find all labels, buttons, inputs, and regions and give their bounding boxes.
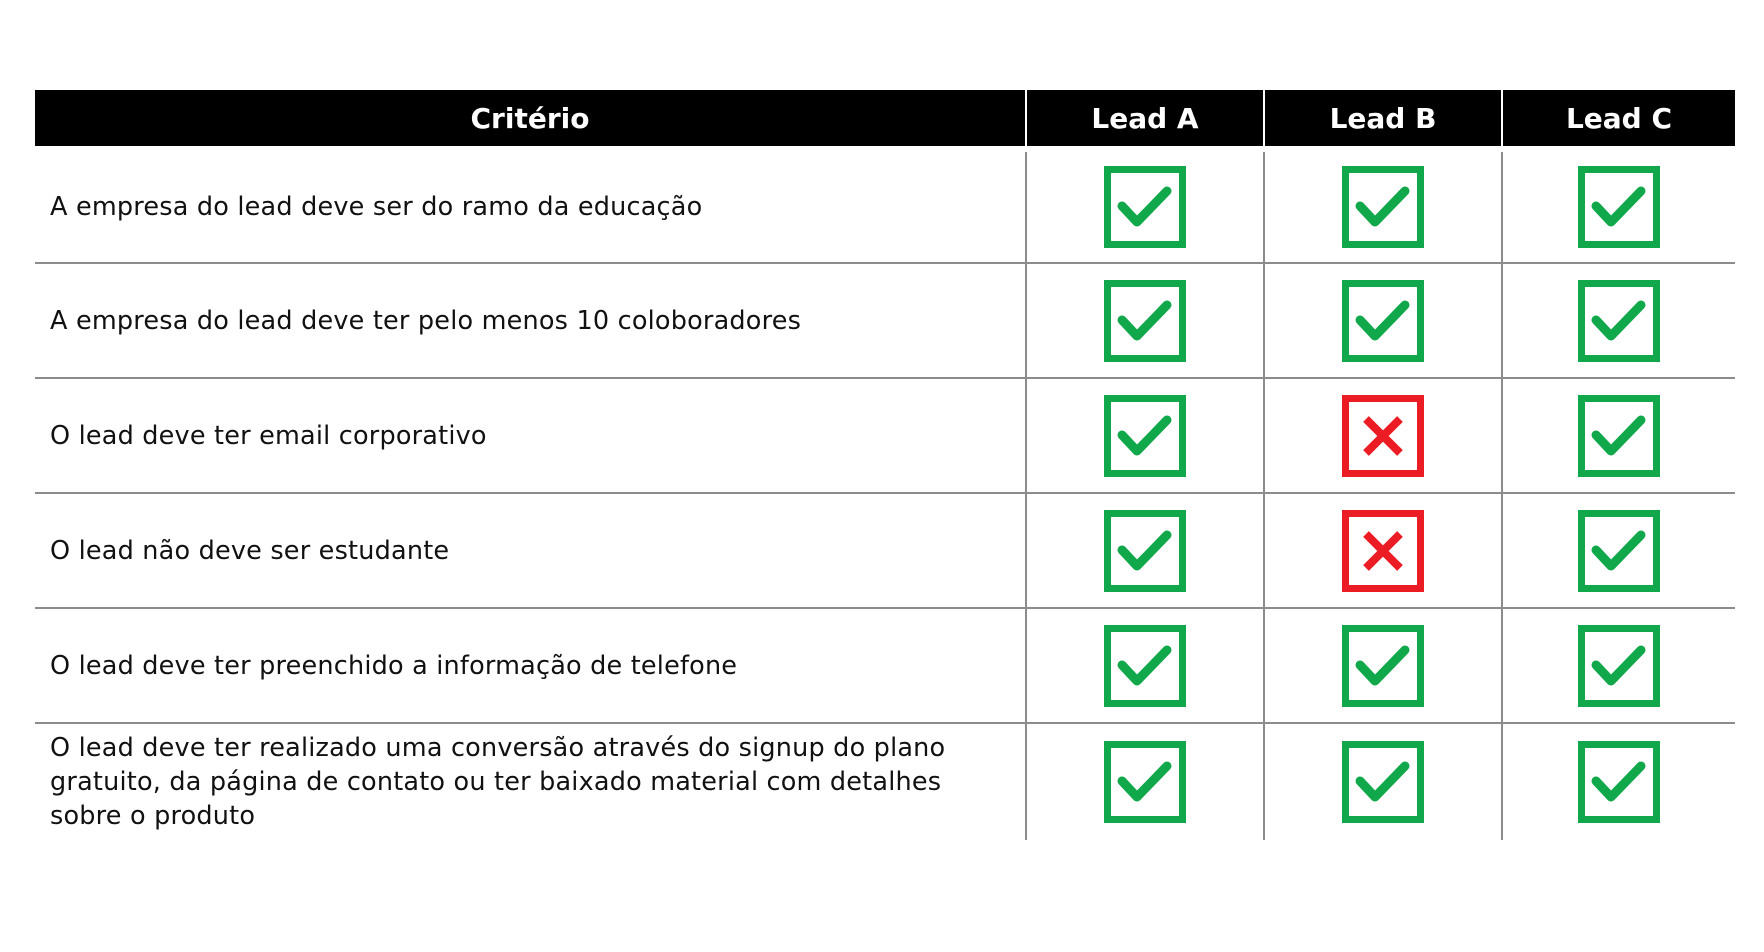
- lead-a-status: [1025, 379, 1263, 492]
- check-icon: [1104, 280, 1186, 362]
- check-icon: [1578, 510, 1660, 592]
- criterion-text: O lead deve ter preenchido a informação de telefone: [50, 650, 738, 681]
- check-icon: [1104, 741, 1186, 823]
- check-icon: [1104, 166, 1186, 248]
- lead-b-status: [1263, 379, 1501, 492]
- header-criterio: Critério: [35, 90, 1025, 146]
- check-icon: [1342, 280, 1424, 362]
- lead-c-status: [1501, 724, 1735, 840]
- criterion-text: O lead deve ter realizado uma conversão através do signup do plano gratuito, da página de contato ou ter baixado material com detalhes sobre o produto: [50, 733, 946, 831]
- lead-a-status: [1025, 264, 1263, 377]
- cross-icon: [1342, 510, 1424, 592]
- table-row: [35, 152, 1735, 264]
- lead-c-status: [1501, 494, 1735, 607]
- lead-b-status: [1263, 724, 1501, 840]
- check-icon: [1342, 166, 1424, 248]
- check-icon: [1342, 741, 1424, 823]
- check-icon: [1578, 395, 1660, 477]
- criterion-text: O lead não deve ser estudante: [50, 535, 450, 566]
- check-icon: [1578, 166, 1660, 248]
- table-row: [35, 724, 1735, 840]
- check-icon: [1104, 510, 1186, 592]
- table-row: [35, 494, 1735, 609]
- lead-c-status: [1501, 152, 1735, 262]
- table-row: [35, 379, 1735, 494]
- lead-c-status: [1501, 609, 1735, 722]
- lead-c-status: [1501, 264, 1735, 377]
- lead-a-status: [1025, 609, 1263, 722]
- check-icon: [1578, 741, 1660, 823]
- lead-b-status: [1263, 264, 1501, 377]
- header-lead-c: Lead C: [1501, 90, 1735, 146]
- check-icon: [1342, 625, 1424, 707]
- table-row: [35, 609, 1735, 724]
- criterion-text: A empresa do lead deve ser do ramo da educação: [50, 192, 703, 222]
- lead-b-status: [1263, 609, 1501, 722]
- criteria-table: [35, 90, 1735, 840]
- check-icon: [1578, 625, 1660, 707]
- criterion-text: O lead deve ter email corporativo: [50, 420, 487, 451]
- lead-a-status: [1025, 494, 1263, 607]
- lead-b-status: [1263, 152, 1501, 262]
- header-lead-a: Lead A: [1025, 90, 1263, 146]
- lead-c-status: [1501, 379, 1735, 492]
- check-icon: [1104, 395, 1186, 477]
- cross-icon: [1342, 395, 1424, 477]
- check-icon: [1104, 625, 1186, 707]
- lead-b-status: [1263, 494, 1501, 607]
- criterion-text: A empresa do lead deve ter pelo menos 10 coloboradores: [50, 305, 802, 336]
- lead-a-status: [1025, 724, 1263, 840]
- table-row: [35, 264, 1735, 379]
- check-icon: [1578, 280, 1660, 362]
- header-lead-b: Lead B: [1263, 90, 1501, 146]
- table-header: [35, 90, 1735, 146]
- lead-a-status: [1025, 152, 1263, 262]
